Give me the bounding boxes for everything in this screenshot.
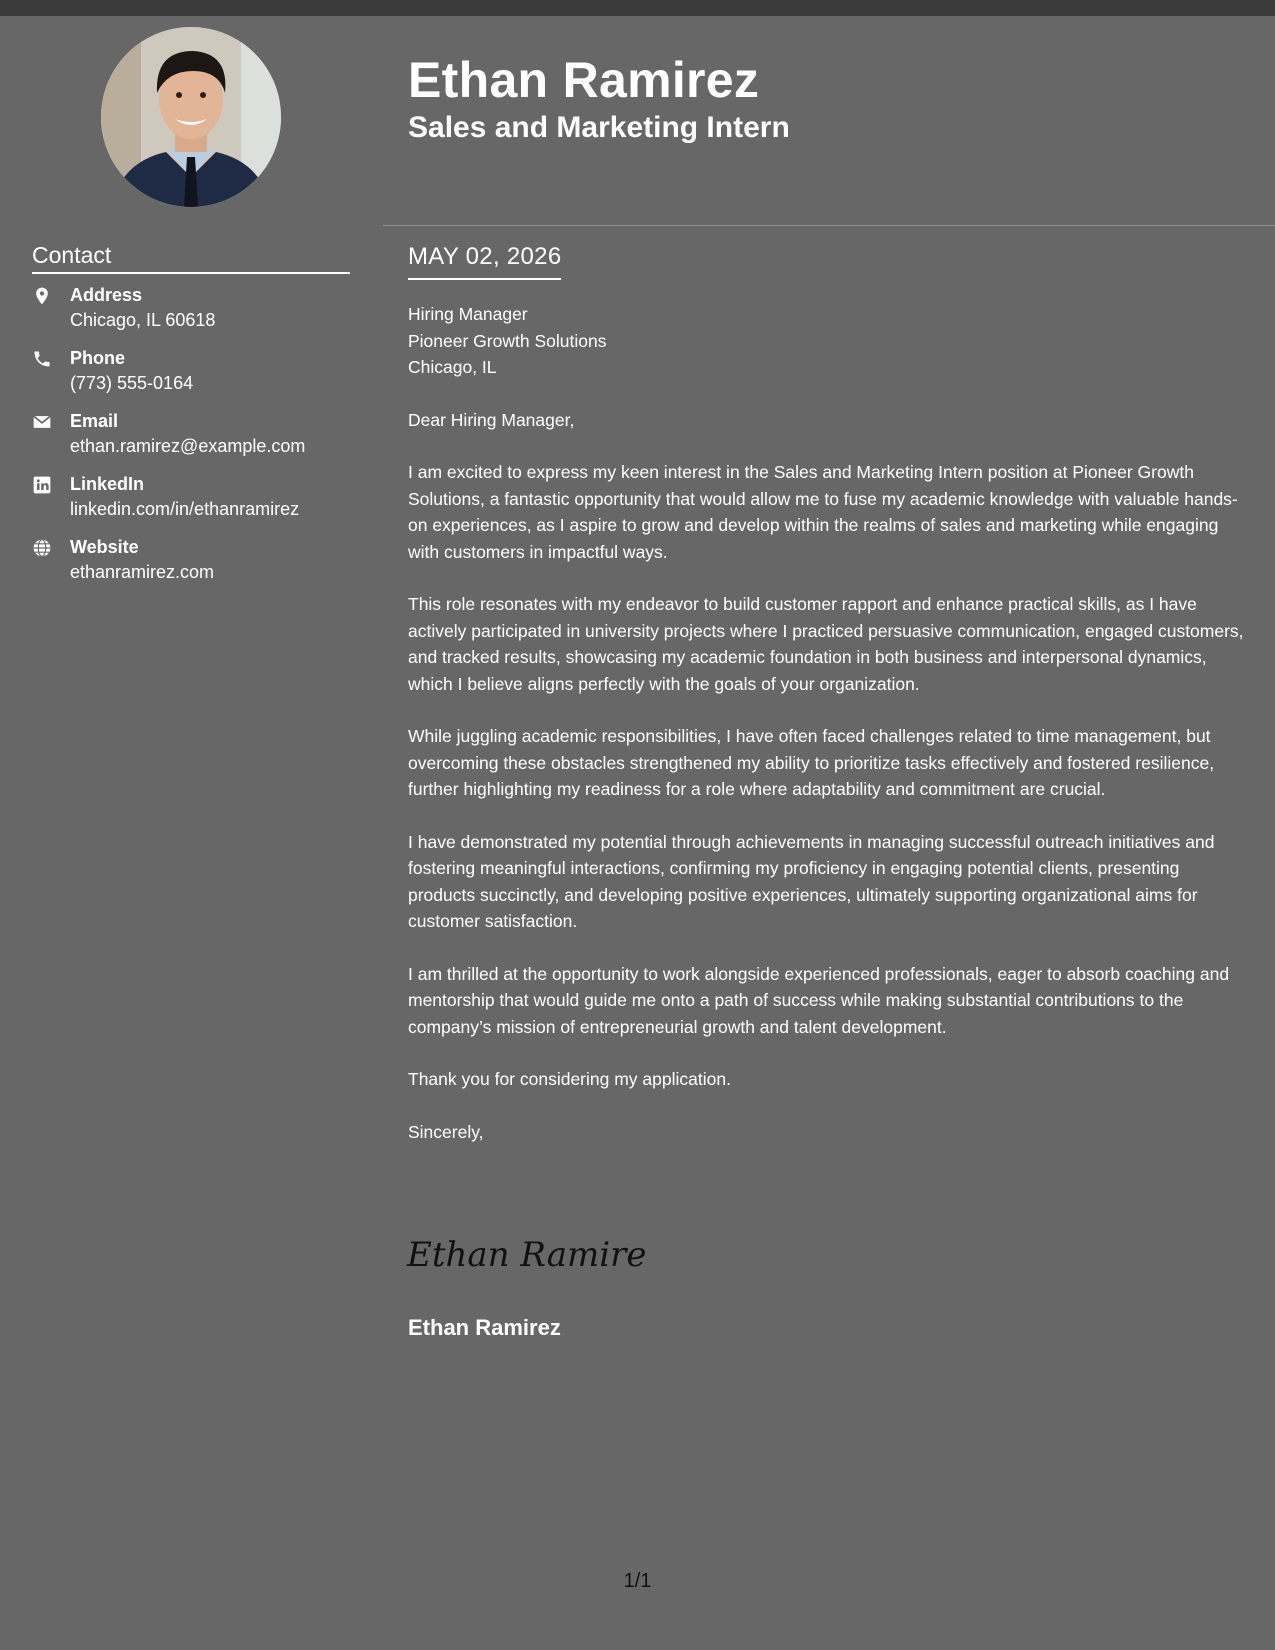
contact-value: (773) 555-0164 (70, 373, 194, 393)
top-bar (0, 0, 1275, 16)
candidate-name: Ethan Ramirez (408, 52, 760, 108)
contact-label: Address (70, 285, 143, 305)
location-pin-icon (32, 286, 56, 310)
body-paragraph: I have demonstrated my potential through achievements in managing successful outreach initiatives and fostering meaningful interactions, confirming my proficiency in engaging potential clients, presenting products succinctly, and developing positive experiences, ultimately supporting organizational aims for customer satisfaction. (408, 831, 1215, 931)
contact-value: ethanramirez.com (70, 562, 215, 582)
body-paragraph: This role resonates with my endeavor to build customer rapport and enhance practical skills, as I have actively participated in university projects where I practiced persuasive communication, engaged customers, and tracked results, showcasing my academic foundation in both business and interpersonal dynamics, which I believe aligns perfectly with the goals of your organization. (408, 594, 1244, 694)
letter-date: MAY 02, 2026 (408, 242, 561, 280)
envelope-icon (32, 412, 56, 436)
contact-item-phone (32, 346, 362, 409)
closing: Sincerely, (408, 1121, 484, 1142)
contact-item-address (32, 283, 362, 346)
letter-body (408, 301, 1248, 1171)
signer-name: Ethan Ramirez (408, 1315, 561, 1340)
recipient-line: Chicago, IL (408, 357, 497, 377)
recipient-block (408, 301, 1248, 381)
header-divider (383, 225, 1275, 226)
contact-label: Phone (70, 348, 126, 368)
contact-list (32, 283, 362, 598)
contact-label: Email (70, 411, 119, 431)
contact-item-website (32, 535, 362, 598)
handwritten-signature (405, 1226, 645, 1278)
phone-icon (32, 349, 56, 373)
body-paragraph: While juggling academic responsibilities, I have often faced challenges related to time management, but overcoming these obstacles strengthened my ability to prioritize tasks effectively and fostered resilience, further highlighting my readiness for a role where adaptability and commitment are crucial. (408, 726, 1215, 799)
globe-icon (32, 538, 56, 562)
page-number: 1/1 (623, 1570, 652, 1592)
body-paragraph: Thank you for considering my application. (408, 1069, 731, 1089)
avatar (101, 27, 281, 207)
contact-item-email (32, 409, 362, 472)
candidate-title: Sales and Marketing Intern (408, 111, 790, 144)
contact-item-linkedin (32, 472, 362, 535)
recipient-line: Pioneer Growth Solutions (408, 330, 607, 351)
body-paragraph: I am excited to express my keen interest in the Sales and Marketing Intern position at Pioneer Growth Solutions, a fantastic opportunity that would allow me to fuse my academic knowledge with valuable hands-on experiences, as I aspire to grow and develop within the realms of sales and marketing while engaging with customers in impactful ways. (408, 462, 1238, 562)
salutation: Dear Hiring Manager, (408, 409, 575, 430)
signature-text: Ethan Ramirez (407, 1235, 645, 1275)
contact-value: ethan.ramirez@example.com (70, 436, 306, 456)
body-paragraph: I am thrilled at the opportunity to work alongside experienced professionals, eager to absorb coaching and mentorship that would guide me onto a path of success while making substantial contributions to the company’s mission of entrepreneurial growth and talent development. (408, 963, 1230, 1037)
contact-label: LinkedIn (70, 474, 145, 494)
recipient-line: Hiring Manager (408, 304, 528, 324)
contact-label: Website (70, 537, 139, 557)
linkedin-icon (32, 475, 56, 499)
contact-value: Chicago, IL 60618 (70, 310, 216, 330)
contact-heading: Contact (32, 240, 350, 274)
contact-value: linkedin.com/in/ethanramirez (70, 499, 300, 519)
